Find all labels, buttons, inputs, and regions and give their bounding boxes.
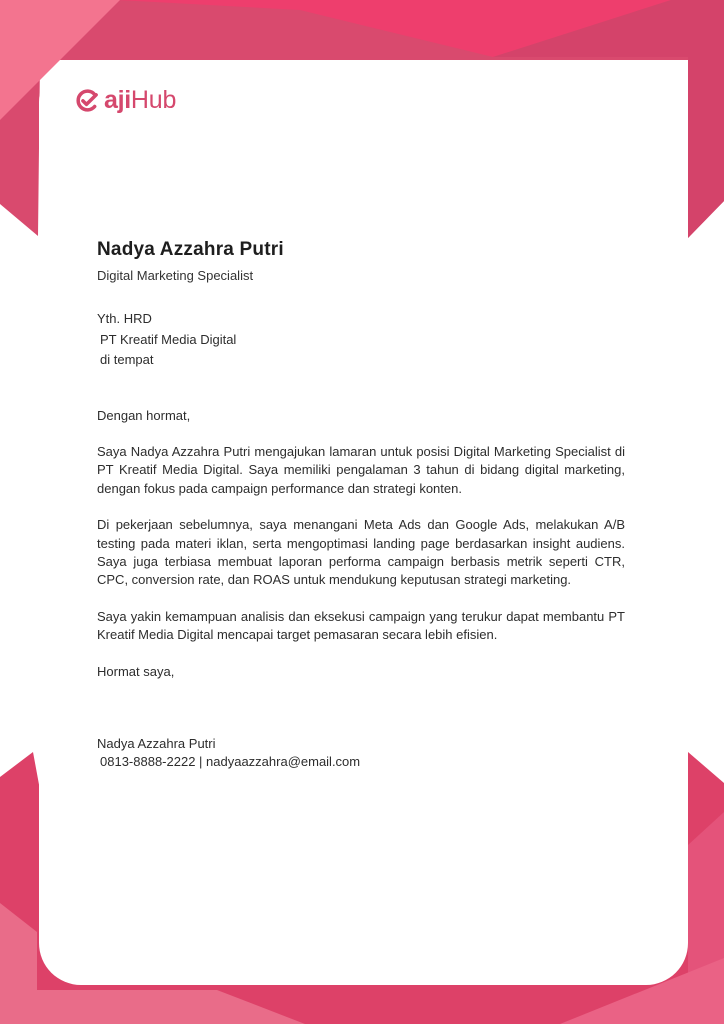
letter-paragraph: Saya Nadya Azzahra Putri mengajukan lamaran untuk posisi Digital Marketing Specialist di PT Kreatif Media Digital. Saya memiliki pengalaman 3 tahun di bidang digital marketing, dengan fokus pada campaign performance dan strategi konten. [97, 443, 625, 496]
signature-contact: 0813-8888-2222 | nadyaazzahra@email.com [100, 754, 361, 770]
recipient-line: Yth. HRD [97, 311, 152, 326]
gajihub-logo [74, 85, 626, 115]
logo-text-gaji: aji [104, 86, 131, 114]
recipient-block [97, 309, 625, 371]
logo-text-hub: Hub [130, 86, 177, 114]
letter-card [39, 60, 688, 985]
sender-title: Digital Marketing Specialist [97, 268, 254, 283]
letter-body [97, 239, 625, 772]
sender-name: Nadya Azzahra Putri [97, 239, 284, 260]
signature-name: Nadya Azzahra Putri [97, 735, 216, 751]
salutation: Dengan hormat, [97, 407, 191, 423]
g-check-circle-icon [74, 87, 101, 114]
letter-paragraph: Di pekerjaan sebelumnya, saya menangani Meta Ads dan Google Ads, melakukan A/B testing pada materi iklan, serta mengoptimasi landing page berdasarkan insight audiens. Saya juga terbiasa membuat laporan performa campaign berbasis metrik seperti CTR, CPC, conversion rate, dan ROAS untuk mendukung keputusan strategi marketing. [97, 517, 625, 588]
closing-line: Hormat saya, [97, 663, 175, 679]
recipient-line: PT Kreatif Media Digital [100, 331, 237, 347]
signature-block [97, 735, 625, 772]
letter-paragraph: Saya yakin kemampuan analisis dan eksekusi campaign yang terukur dapat membantu PT Kreatif Media Digital mencapai target pemasaran secara lebih efisien. [97, 608, 625, 643]
recipient-line: di tempat [100, 352, 154, 367]
